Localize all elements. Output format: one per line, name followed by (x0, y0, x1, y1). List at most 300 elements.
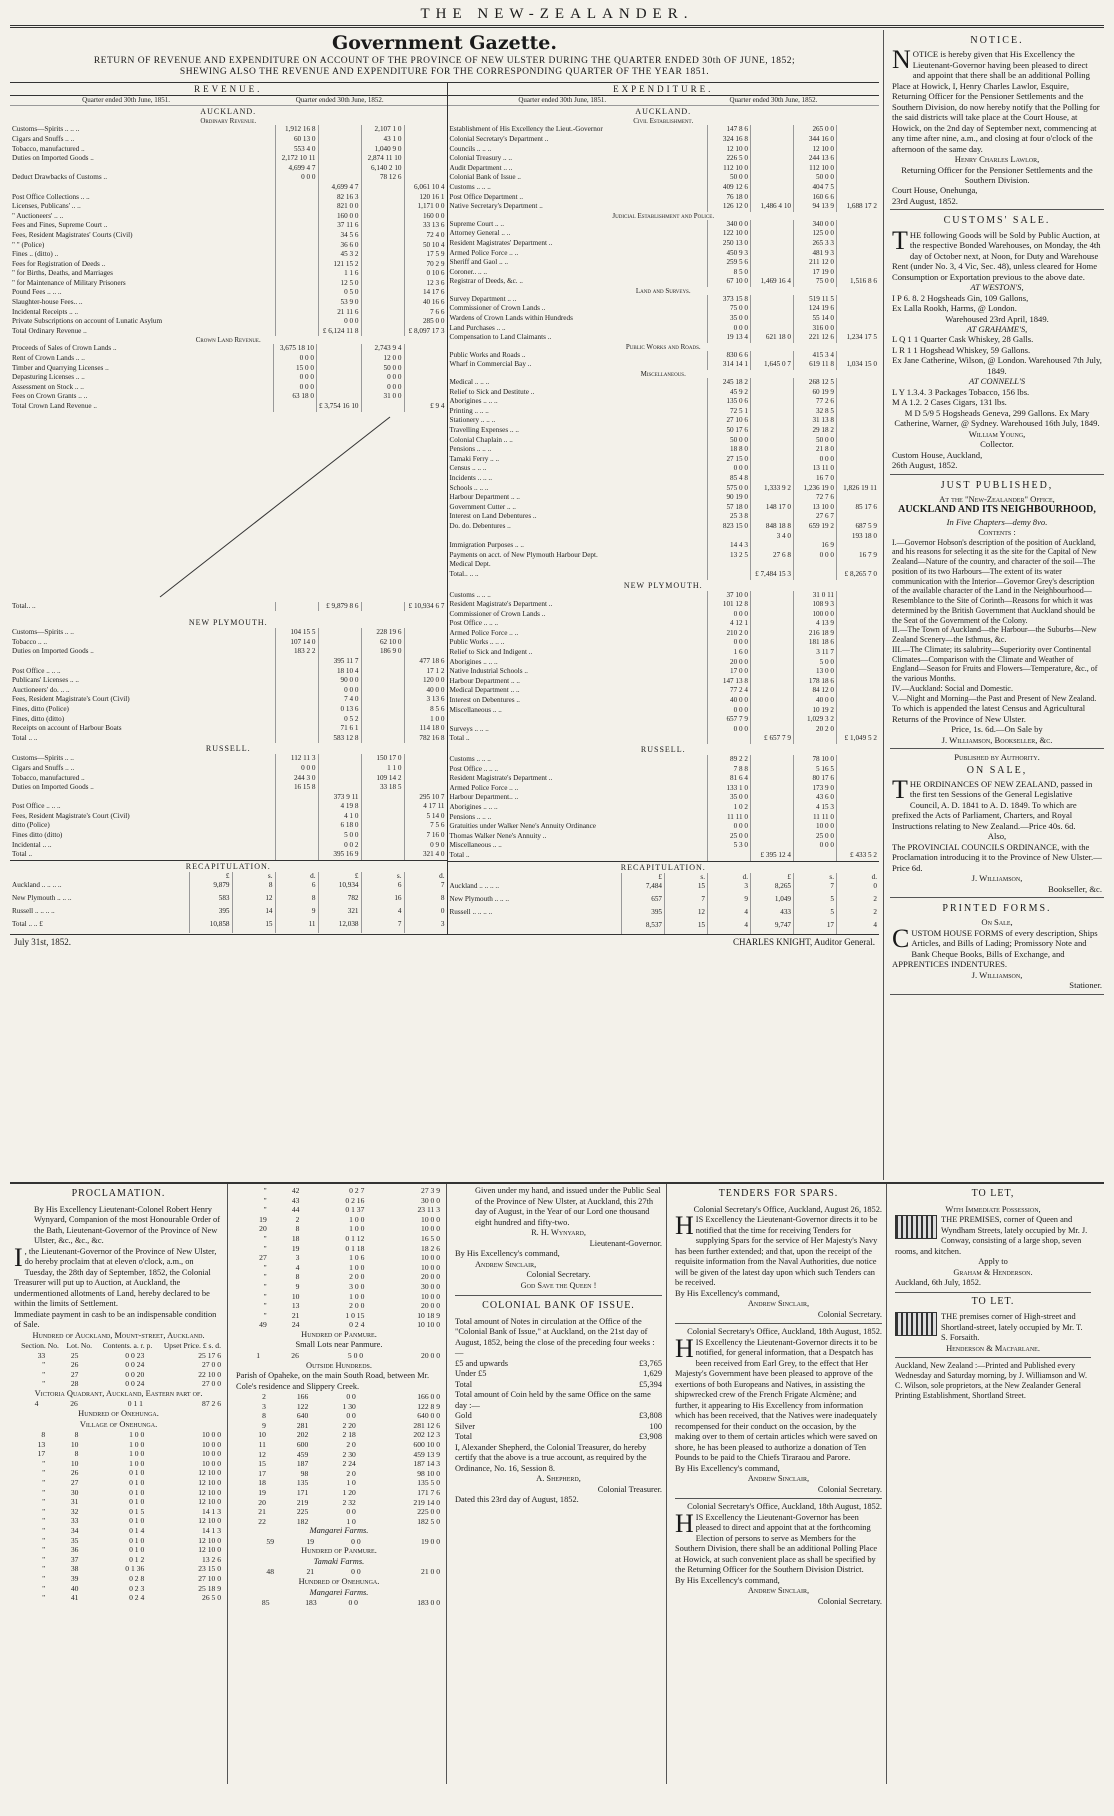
row-amount (751, 629, 794, 639)
parish-opaheke: Parish of Opaheke, on the main South Road, between Mr. Cole's residence and Slippery Creek. (236, 1371, 430, 1391)
lot-cell: " (42, 1526, 46, 1535)
lot-cell: 1 0 (346, 1516, 356, 1526)
row-amount (751, 295, 794, 305)
lot-cell: 10 0 0 (421, 1262, 440, 1272)
row-label: Wharf in Commercial Bay .. (449, 360, 532, 369)
row-amount: 90 0 0 (318, 676, 361, 686)
row-amount (751, 464, 794, 474)
lot-cell: " (263, 1301, 267, 1311)
table-row (448, 145, 880, 155)
list-item: I.—Governor Hobson's description of the position of Auckland, and his reasons for selecting it as the site for the Capital of New Zealand—Nature of the country, and character of the soil—The position of its two Harbours—The extent of its water communication with the Interior—Governor Grey's description of the available character of the Land in the Neighbourhood—Resemblance to the Site of Corinth—Reasons for which it was determined by the British Government that Auckland should be the Seat of the Government of the Colony. (892, 537, 1097, 625)
row-label: Customs—Spirits .. .. (12, 628, 74, 637)
row-label: Resident Magistrate's Department .. (449, 600, 553, 609)
lot-cell: 8 (74, 1449, 79, 1459)
bank-signer: A. Shepherd, (536, 1474, 581, 1483)
lot-cell: 0 2 3 (129, 1583, 145, 1593)
hundred-panmure: Hundred of Panmure. (301, 1329, 377, 1339)
row-amount: 50 17 6 (708, 426, 751, 436)
row-amount: 45 3 2 (318, 250, 361, 260)
amount-label: Under £5 (455, 1369, 487, 1378)
lot-row (236, 1215, 442, 1225)
lot-cell: 10 0 0 (202, 1430, 221, 1440)
lot-cell: 1 30 (342, 1401, 356, 1411)
lot-cell: 135 5 0 (417, 1478, 440, 1488)
recap-value: 3 (404, 920, 447, 933)
row-amount (316, 373, 361, 383)
lot-cell: 25 17 6 (198, 1350, 221, 1360)
lot-cell: 122 (296, 1401, 309, 1411)
recap-value: 12 (232, 894, 275, 907)
lot-cell: 21 (291, 1310, 300, 1320)
row-label: Travelling Expenses .. .. (449, 426, 519, 434)
row-amount: 125 0 0 (794, 229, 837, 239)
recap-value: 5 (794, 908, 837, 921)
appendix: To which is appended the latest Census and Agricultural Returns of the Province of New Ulster. (892, 703, 1086, 724)
row-label: Attorney General .. .. (449, 229, 511, 238)
god-save: God Save the Queen ! (520, 1280, 597, 1290)
row-label: Gratuities under Walker Nene's Annuity Ordinance (449, 822, 596, 831)
lot-cell: 1 0 0 (349, 1262, 365, 1272)
row-amount: 50 0 0 (708, 436, 751, 446)
table-row (448, 638, 880, 648)
row-amount (751, 755, 794, 765)
row-amount: 12 5 0 (318, 279, 361, 289)
row-amount: 20 0 0 (708, 658, 751, 668)
row-amount: 150 17 0 (361, 754, 404, 764)
lot-cell: 1 (256, 1350, 261, 1360)
row-amount: 481 9 3 (794, 249, 837, 259)
row-amount (361, 695, 404, 705)
row-amount (751, 667, 794, 677)
table-row (10, 705, 447, 715)
row-amount: 259 5 6 (708, 258, 751, 268)
table-row (10, 628, 447, 638)
lot-cell: 17 (258, 1468, 266, 1478)
lot-cell: 0 1 4 (129, 1526, 145, 1535)
row-label: Interest on Land Debentures .. (449, 512, 537, 521)
row-amount: 25 0 0 (794, 832, 837, 842)
recap-value: 4 (361, 907, 404, 920)
row-amount (275, 279, 318, 289)
civil-heading: Civil Establishment. (633, 117, 694, 126)
row-label: Colonial Chaplain .. .. (449, 435, 513, 444)
list-item: V.—Night and Morning—the Past and Present of New Zealand. (892, 693, 1097, 703)
row-amount (751, 658, 794, 668)
row-amount: 0 0 2 (318, 841, 361, 851)
lot-cell: 1 0 0 (129, 1439, 145, 1449)
table-row (10, 802, 447, 812)
row-label: Private Subscriptions on account of Lunatic Asylum (12, 317, 163, 326)
row-label: Relief to Sick and Indigent .. (449, 648, 533, 657)
table-row (448, 249, 880, 259)
drop-cap: H (675, 1508, 694, 1538)
row-amount: £ 6,124 11 8 (318, 327, 361, 337)
masthead: THE NEW-ZEALANDER. (10, 6, 1104, 28)
lot-cell: 27 (70, 1369, 79, 1379)
row-amount: 62 10 0 (361, 638, 404, 648)
row-amount (404, 392, 447, 402)
recap-value: 8,537 (622, 921, 665, 934)
row-label: Public Works .. .. .. (449, 638, 505, 647)
lot-cell: " (42, 1516, 46, 1526)
lot-cell: 43 (291, 1195, 300, 1205)
row-label: Proceeds of Sales of Crown Lands .. (12, 344, 117, 353)
customs-signer-role: Collector. (980, 439, 1014, 450)
recap-unit: s. (361, 872, 404, 882)
lot-row (236, 1459, 442, 1469)
lot-cell: 2 0 0 (349, 1301, 365, 1311)
row-amount (837, 686, 880, 696)
row-amount: 8 5 0 (708, 268, 751, 278)
amount-row (455, 1380, 662, 1391)
civil-table (448, 125, 880, 211)
row-amount: 183 2 2 (275, 647, 318, 657)
row-amount (837, 324, 880, 334)
table-row (10, 686, 447, 696)
lot-cell: 87 2 6 (202, 1399, 221, 1409)
row-amount: £ 395 12 4 (751, 851, 794, 861)
table-row (10, 657, 447, 667)
recap-value: 8,265 (751, 882, 794, 895)
row-label: Native Industrial Schools .. (449, 667, 528, 676)
recap-value: 2 (837, 908, 880, 921)
table-row (10, 154, 447, 164)
row-amount (837, 512, 880, 522)
recap-row (10, 894, 447, 907)
row-amount (837, 638, 880, 648)
lot-cell: 600 10 0 (413, 1439, 440, 1449)
amount-value: 100 (649, 1421, 662, 1431)
authority-block (890, 749, 1104, 898)
row-amount (275, 308, 318, 318)
row-label (10, 164, 275, 174)
row-amount: 373 15 8 (708, 295, 751, 305)
row-amount: 13 2 5 (708, 551, 751, 561)
row-label: Post Office .. .. .. (12, 666, 61, 675)
recap-unit: d. (837, 873, 880, 883)
printed-forms-title: PRINTED FORMS. (942, 903, 1052, 915)
row-label: Total .. .. (12, 733, 38, 742)
revenue-expenditure-columns (10, 82, 879, 934)
lot-mangarei (236, 1537, 442, 1547)
lot-row (236, 1320, 442, 1330)
expenditure-recap-table (448, 873, 880, 935)
table-row (448, 388, 880, 398)
lot-cell: 14 1 3 (202, 1506, 221, 1516)
row-amount: 395 16 9 (318, 850, 361, 860)
row-amount: 27 10 6 (708, 416, 751, 426)
drop-cap: I (14, 1242, 23, 1272)
row-amount: £ 9,879 8 6 (318, 602, 361, 612)
row-amount (751, 696, 794, 706)
lot-cell: 17 (37, 1449, 46, 1459)
row-label: Customs—Spirits .. .. (12, 754, 74, 763)
table-row (448, 258, 880, 268)
table-row (448, 464, 880, 474)
lot-cell: 18 (258, 1478, 266, 1488)
row-amount (751, 183, 794, 193)
lot-row (14, 1545, 223, 1555)
lot-cell: 10 (291, 1291, 300, 1301)
row-amount (837, 258, 880, 268)
table-row (448, 725, 880, 735)
lot-cell: 5 0 0 (347, 1350, 364, 1360)
row-label: Post Office Department .. (449, 192, 524, 201)
lot-cell: 28 (70, 1379, 79, 1389)
subtitle-line-2: SHEWING ALSO THE REVENUE AND EXPENDITURE FOR THE CORRESPONDING QUARTER OF THE YEAR 1851. (179, 67, 710, 78)
lot-line: L Q 1 1 Quarter Cask Whiskey, 28 Galls. (892, 334, 1034, 345)
row-amount: 0 13 6 (318, 705, 361, 715)
recap-value: 16 (361, 894, 404, 907)
row-amount: 35 0 0 (708, 314, 751, 324)
table-row (448, 220, 880, 230)
given-signer: R. H. Wynyard, (531, 1228, 586, 1237)
row-amount: 7 6 6 (404, 308, 447, 318)
lot-cell: " (42, 1458, 46, 1468)
row-amount: 250 13 0 (708, 239, 751, 249)
drop-cap: T (892, 225, 908, 255)
row-amount: 81 6 4 (708, 774, 751, 784)
lot-cell: 26 (70, 1468, 79, 1478)
amount-label: Gold (455, 1411, 472, 1420)
gazette-subtitle (10, 56, 879, 79)
row-amount (361, 202, 404, 212)
row-amount: 265 3 3 (794, 239, 837, 249)
row-amount (275, 793, 318, 803)
row-label: Medical .. .. .. (449, 378, 490, 387)
row-amount: 112 11 3 (275, 754, 318, 764)
row-amount (361, 298, 404, 308)
table-row (10, 638, 447, 648)
row-amount: 33 13 6 (404, 221, 447, 231)
row-amount: 133 1 0 (708, 784, 751, 794)
row-amount: 0 0 0 (273, 373, 316, 383)
row-amount (837, 426, 880, 436)
row-amount: 340 0 0 (708, 220, 751, 230)
row-amount: 324 16 8 (708, 135, 751, 145)
lot-cell: 21 0 0 (421, 1567, 440, 1577)
lot-row (236, 1498, 442, 1508)
lot-row (14, 1430, 223, 1440)
table-row (10, 383, 447, 393)
row-label: Customs .. .. .. (449, 755, 491, 763)
row-amount (275, 221, 318, 231)
table-row (10, 260, 447, 270)
drop-cap: H (675, 1333, 694, 1363)
row-amount: 40 0 0 (404, 686, 447, 696)
amount-value: £3,765 (638, 1358, 662, 1368)
table-row (10, 831, 447, 841)
row-label: Tobacco .. .. (12, 637, 48, 646)
row-amount: 1,688 17 2 (837, 202, 880, 212)
row-label (448, 532, 708, 542)
row-amount: 244 3 0 (275, 774, 318, 784)
recap-value: 4 (708, 908, 751, 921)
row-label: Pensions .. .. .. (449, 445, 492, 454)
auckland-revenue-heading: AUCKLAND. (200, 107, 257, 117)
row-amount: 50 10 4 (404, 241, 447, 251)
lot-row (236, 1507, 442, 1517)
tamaki-farms: Tamaki Farms. (313, 1556, 365, 1566)
row-amount: 40 0 0 (708, 696, 751, 706)
row-amount (404, 628, 447, 638)
lot-cell: 182 5 0 (417, 1516, 440, 1526)
row-amount: 94 13 9 (794, 202, 837, 212)
row-label: " Auctioneers' .. .. (12, 211, 64, 220)
row-amount: 1 0 0 (404, 715, 447, 725)
lot-row (14, 1468, 223, 1478)
row-amount: 25 0 0 (708, 832, 751, 842)
lot-cell: 10 10 0 (417, 1320, 440, 1330)
lot-row (236, 1469, 442, 1479)
row-amount (837, 135, 880, 145)
row-label: Schools .. .. .. (449, 483, 489, 492)
seller: J. Williamson, Bookseller, &c. (941, 734, 1053, 745)
row-amount (275, 298, 318, 308)
recap-unit: d. (275, 872, 318, 882)
lot-cell: 27 3 9 (421, 1186, 440, 1195)
row-amount: 0 0 0 (794, 551, 837, 561)
notice2-sec-role: Colonial Secretary. (817, 1484, 882, 1494)
table-row (448, 135, 880, 145)
row-label: Resident Magistrate's Department .. (449, 774, 553, 783)
lot-cell: 1 0 0 (349, 1214, 365, 1224)
lot-cell: 0 0 (351, 1536, 361, 1546)
row-amount (751, 145, 794, 155)
row-label: Native Secretary's Department .. (449, 202, 543, 211)
row-amount (708, 734, 751, 744)
row-amount: 122 10 0 (708, 229, 751, 239)
row-amount (751, 193, 794, 203)
lot-row (14, 1379, 223, 1389)
row-amount (361, 686, 404, 696)
row-amount: 18 10 4 (318, 667, 361, 677)
table-row (10, 715, 447, 725)
lot-cell: 0 1 5 (129, 1506, 145, 1516)
row-amount (275, 231, 318, 241)
row-amount (361, 327, 404, 337)
row-amount (275, 212, 318, 222)
lot-cell: " (263, 1281, 267, 1291)
notice3-command: By His Excellency's command, (675, 1575, 780, 1585)
table-row (10, 392, 447, 402)
lot-cell: 15 (258, 1459, 266, 1469)
row-amount: 245 18 2 (708, 378, 751, 388)
lot-cell: 0 1 12 (345, 1233, 365, 1243)
row-amount (275, 288, 318, 298)
row-amount (316, 383, 361, 393)
row-amount (708, 570, 751, 580)
drop-cap: C (892, 923, 910, 953)
to-let-body: THE PREMISES, corner of Queen and Wyndham Streets, lately occupied by Mr. J. Conway, consisting of a large shop, seven rooms, and kitchen. (895, 1215, 1088, 1256)
row-amount (837, 397, 880, 407)
table-row (448, 822, 880, 832)
customs-lots (892, 282, 1102, 429)
lot-cell: 26 5 0 (202, 1593, 221, 1603)
lot-cell: 27 10 0 (198, 1573, 221, 1583)
lot-cell: " (263, 1186, 267, 1195)
row-amount (837, 154, 880, 164)
provincial: The PROVINCIAL COUNCILS ORDINANCE, with the Proclamation introducing it to the Province of New Ulster.—Price 6d. (892, 841, 1102, 873)
lot-cell: " (42, 1379, 46, 1389)
lot-cell: 0 1 0 (129, 1487, 145, 1497)
row-amount (751, 324, 794, 334)
row-amount: 4,699 4 7 (318, 183, 361, 193)
row-amount (361, 715, 404, 725)
notice2-office: Colonial Secretary's Office, Auckland, 18th August, 1852. (687, 1327, 882, 1336)
outside-hundreds: Outside Hundreds. (306, 1360, 372, 1370)
row-amount: 1,826 19 11 (837, 484, 880, 494)
row-amount: 1,034 15 0 (837, 360, 880, 370)
row-amount: 221 12 6 (794, 333, 837, 343)
table-row (10, 724, 447, 734)
row-amount: 621 18 0 (751, 333, 794, 343)
lot-cell: 10 (70, 1458, 79, 1468)
revenue-recap-table (10, 872, 447, 934)
row-amount: 33 18 5 (361, 783, 404, 793)
lot-cell: 0 2 4 (129, 1593, 145, 1603)
row-label: Duties on Imported Goods .. (12, 154, 94, 163)
row-amount (361, 183, 404, 193)
table-row (448, 229, 880, 239)
recap-value: 1,049 (751, 895, 794, 908)
lot-cell: 19 (259, 1214, 267, 1224)
row-label: Cigars and Snuffs .. .. (12, 134, 75, 143)
lot-cell: 20 0 0 (421, 1350, 440, 1360)
new-plymouth-revenue-table (10, 628, 447, 743)
row-amount (404, 344, 447, 354)
row-amount: 0 0 0 (273, 354, 316, 364)
row-amount: £ 8,265 7 0 (837, 570, 880, 580)
row-amount: 782 16 8 (404, 734, 447, 744)
row-amount (751, 416, 794, 426)
row-amount: 830 6 6 (708, 351, 751, 361)
misc-table (448, 378, 880, 570)
row-amount (837, 445, 880, 455)
table-row (448, 686, 880, 696)
recap-unit: £ (189, 872, 232, 882)
table-row (448, 314, 880, 324)
imprint: Auckland, New Zealand :—Printed and Published every Wednesday and Saturday morning, by J. Williamson and W. C. Wilson, sole proprietors, at the New Zealander General Printing Establishment, Shortland Street. (895, 1361, 1087, 1400)
recap-label: Russell .. .. .. .. (449, 908, 493, 917)
amount-label: Total (455, 1379, 473, 1389)
row-label: Colonial Secretary's Department .. (449, 134, 549, 143)
row-amount: 0 0 0 (318, 686, 361, 696)
recap-row (448, 921, 880, 934)
printed-forms-block (890, 898, 1104, 995)
row-amount: 85 4 8 (708, 474, 751, 484)
row-amount: 4 19 8 (318, 802, 361, 812)
row-label: Total.. .. .. (449, 569, 479, 578)
to-let-title: TO LET, (971, 1188, 1015, 1199)
lot-cell: 98 (300, 1468, 309, 1478)
row-amount (275, 715, 318, 725)
row-amount (837, 493, 880, 503)
row-amount (837, 667, 880, 677)
lot-cell: 30 0 0 (421, 1195, 440, 1205)
row-amount: 8 5 6 (404, 705, 447, 715)
table-row (10, 812, 447, 822)
amount-value: £3,808 (638, 1411, 662, 1420)
contents-heading: Contents : (978, 527, 1016, 538)
recap-value: 12 (665, 908, 708, 921)
row-amount (837, 677, 880, 687)
lot-cell: 98 10 0 (417, 1468, 440, 1478)
bottom-section (10, 1182, 1104, 1784)
lot-victoria (14, 1399, 223, 1409)
lot-cell: 40 (70, 1583, 79, 1593)
also: Also, (987, 831, 1007, 842)
